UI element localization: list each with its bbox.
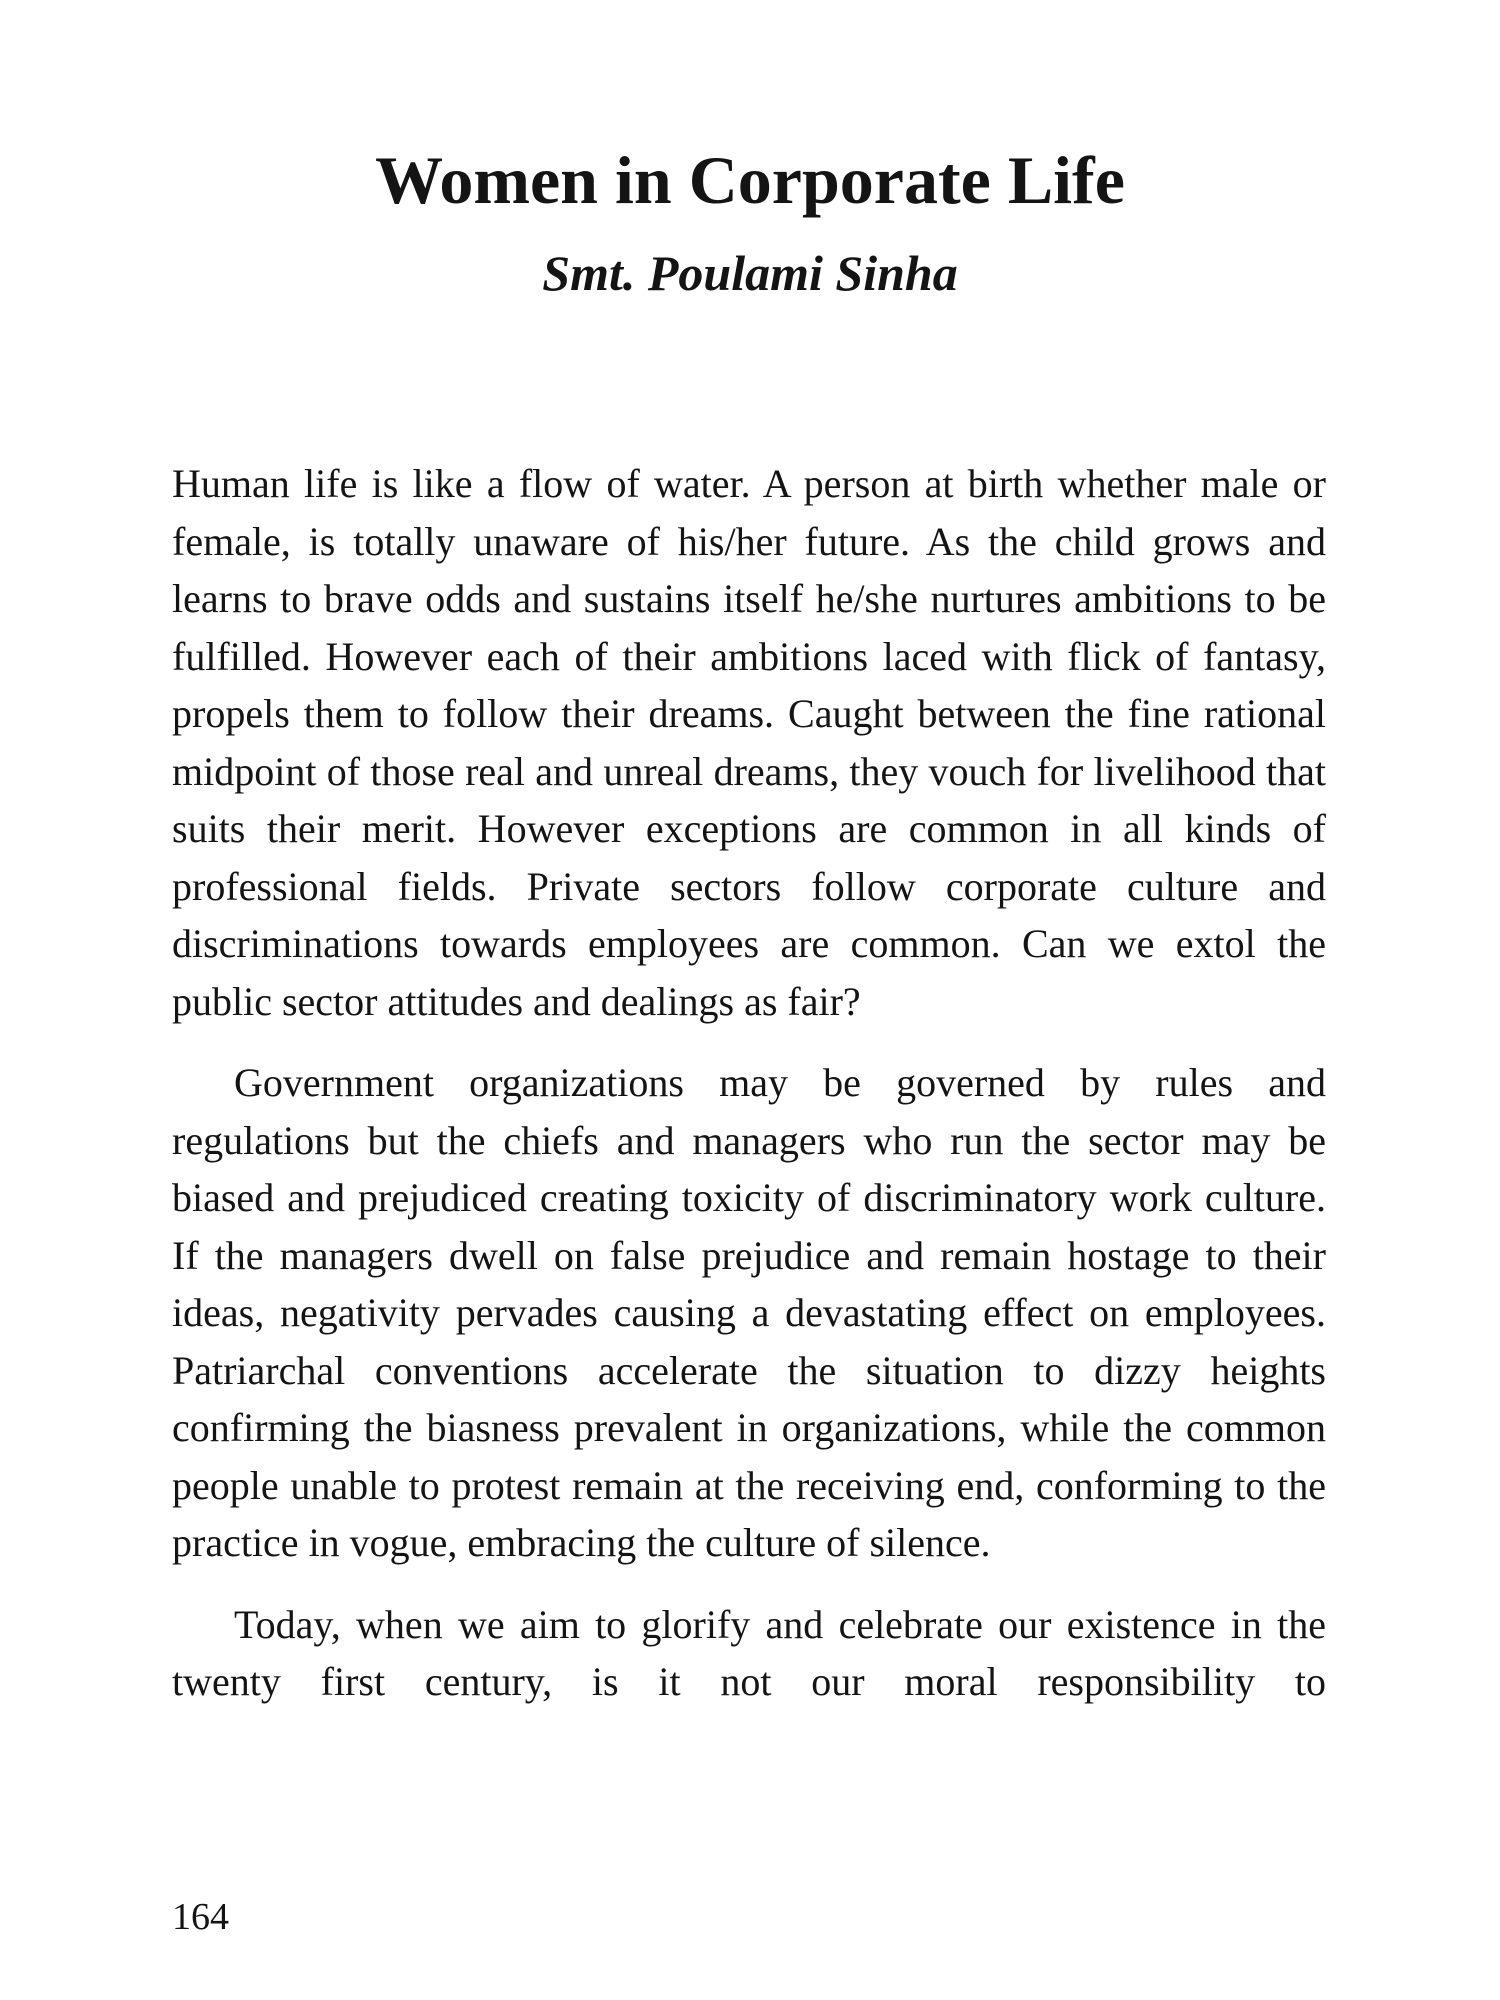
paragraph-2: Government organizations may be governed by rules and regulations but the chiefs and managers who run the sector may be biased and prejudiced creating toxicity of discriminatory work culture. If the managers dwell on false prejudice and remain hostage to their ideas, negativity pervades causing a devastating effect on employees. Patriarchal conventions accelerate the situation to dizzy heights confirming the biasness prevalent in organizations, while the common people unable to protest remain at the receiving end, conforming to the practice in vogue, embracing the culture of silence. (172, 1060, 1326, 1565)
paragraph-1: Human life is like a flow of water. A person at birth whether male or female, is totally unaware of his/her future. As the child grows and learns to brave odds and sustains itself he/she nurtures ambitions to be fulfilled. However each of their ambitions laced with flick of fantasy, propels them to follow their dreams. Caught between the fine rational midpoint of those real and unreal dreams, they vouch for livelihood that suits their merit. However exceptions are common in all kinds of professional fields. Private sectors follow corporate culture and discriminations towards employees are common. Can we extol the public sector attitudes and dealings as fair? (172, 461, 1326, 1024)
paragraph-3: Today, when we aim to glorify and celebrate our existence in the twenty first century, is it not our moral responsibility to (172, 1601, 1326, 1704)
page-number: 164 (172, 1896, 229, 1938)
article-body (172, 455, 1326, 1735)
article-author: Smt. Poulami Sinha (542, 245, 958, 301)
article-title: Women in Corporate Life (375, 142, 1125, 218)
